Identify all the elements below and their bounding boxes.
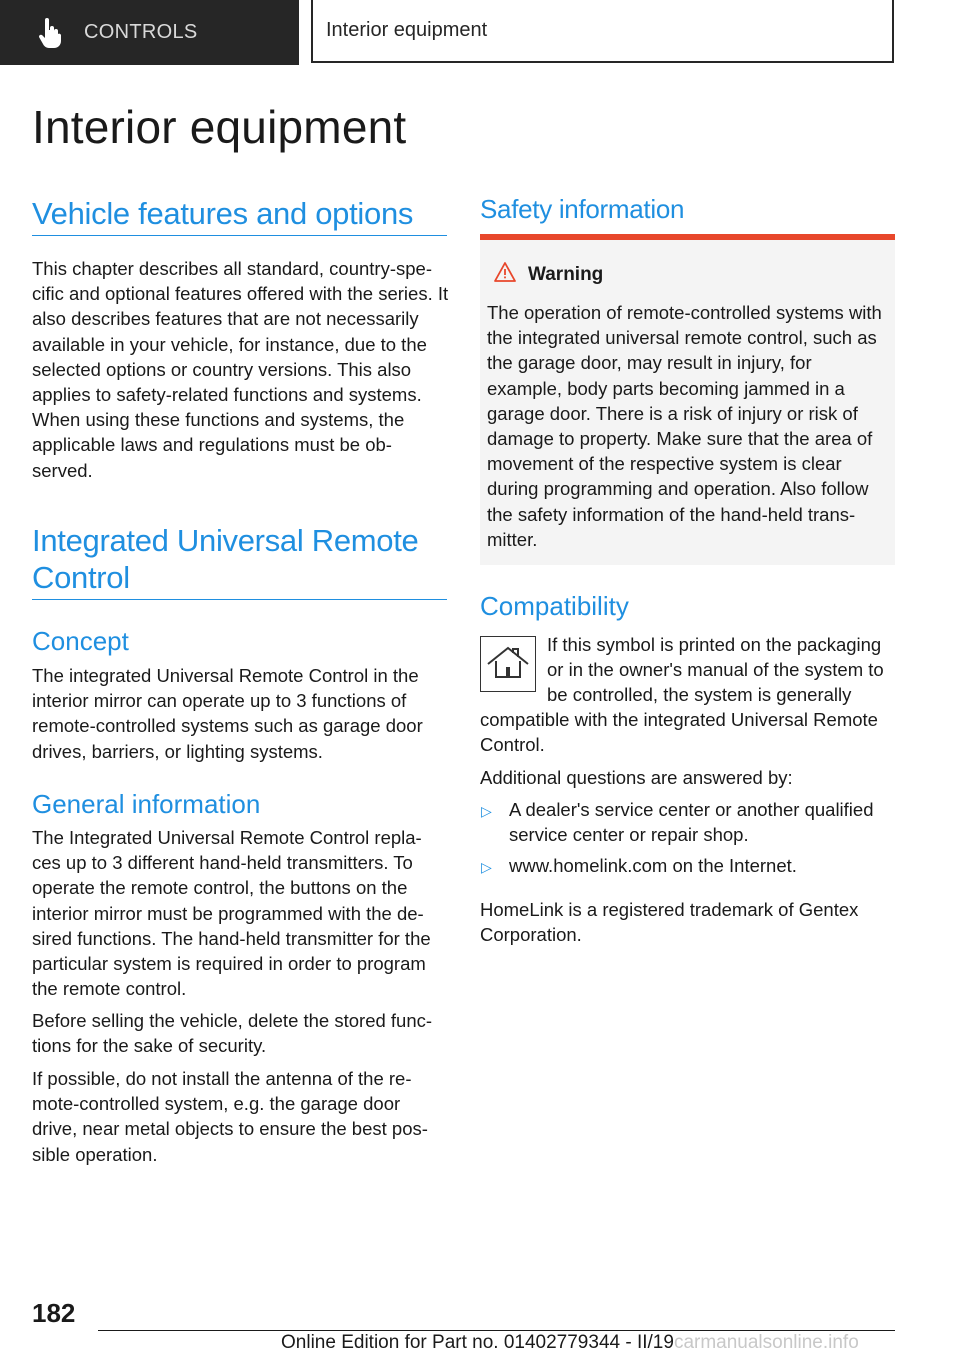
homelink-house-icon <box>480 636 536 692</box>
page-number: 182 <box>32 1298 76 1328</box>
general-text-1: The Integrated Universal Remote Control repla-ces up to 3 different hand-held transmitters. To operate the remote control, the buttons on the interior mirror must be programmed with the de-sired functions. The hand-held transmitter for the particular system is required in order to program the remote control. <box>32 827 431 1000</box>
list-item: ▷ A dealer's service center or another qualified service center or repair shop. <box>481 799 874 846</box>
header-title-tab <box>311 0 894 63</box>
warning-box <box>480 234 895 565</box>
warning-label: Warning <box>528 263 604 285</box>
footer-watermark: carmanualsonline.info <box>673 1332 859 1353</box>
heading-general-information: General information <box>32 789 261 819</box>
compatibility-line-1: If this symbol is printed on the packaging <box>547 634 882 655</box>
general-text-3: If possible, do not install the antenna of the re-mote-controlled system, e.g. the garage door drive, near metal objects to ensure the best pos-sible operation. <box>32 1068 428 1165</box>
heading-rule <box>32 599 447 600</box>
compatibility-line-3: be controlled, the system is generally <box>547 684 852 705</box>
heading-rule <box>32 235 447 236</box>
hand-pointer-icon <box>38 18 68 48</box>
heading-safety-information: Safety information <box>480 194 685 224</box>
warning-triangle-icon <box>494 262 516 287</box>
heading-iurc-line2: Control <box>32 560 130 595</box>
footer-edition <box>281 1332 859 1354</box>
concept-text: The integrated Universal Remote Control in the interior mirror can operate up to 3 functions of remote-controlled systems such as garage door drives, barriers, or lighting systems. <box>32 665 423 762</box>
heading-vehicle-features: Vehicle features and options <box>32 196 414 231</box>
heading-compatibility: Compatibility <box>480 591 629 621</box>
trademark-text: HomeLink is a registered trademark of Gentex Corporation. <box>480 899 859 946</box>
heading-concept: Concept <box>32 626 129 656</box>
header-title: Interior equipment <box>326 19 488 41</box>
bullet-triangle-icon: ▷ <box>481 859 492 876</box>
general-text-2: Before selling the vehicle, delete the stored func-tions for the sake of security. <box>32 1010 433 1057</box>
heading-iurc-line1: Integrated Universal Remote <box>32 523 419 558</box>
bullet-triangle-icon: ▷ <box>481 803 492 819</box>
compatibility-text-2: Additional questions are answered by: <box>480 767 793 788</box>
header-section-tab <box>0 0 299 65</box>
footer-rule <box>98 1330 895 1331</box>
compatibility-line-2: or in the owner's manual of the system to <box>547 659 884 680</box>
page-title: Interior equipment <box>32 101 407 153</box>
compatibility-text-rest: compatible with the integrated Universal Remote Control. <box>480 709 878 756</box>
vehicle-features-text: This chapter describes all standard, country-spe-cific and optional features offered with the series. It also describes features that are not necessarily available in your vehicle, for instance, due to the selected options or country versions. This also applies to safety-related functions and systems. When using these functions and systems, the applicable laws and regulations must be ob-served. <box>32 258 449 481</box>
contact-list <box>480 797 895 885</box>
footer-edition-text: Online Edition for Part no. 01402779344 - II/19 <box>281 1332 674 1353</box>
warning-text: The operation of remote-controlled systems with the integrated universal remote control, such as the garage door, may result in injury, for example, body parts becoming jammed in a garage door. There is a risk of injury or risk of damage to property. Make sure that the area of movement of the respective system is clear during programming and operation. Also follow the safety information of the hand-held trans-mitter. <box>487 302 882 550</box>
list-item: ▷ www.homelink.com on the Internet. <box>480 853 895 878</box>
header-section-label: CONTROLS <box>84 21 198 43</box>
